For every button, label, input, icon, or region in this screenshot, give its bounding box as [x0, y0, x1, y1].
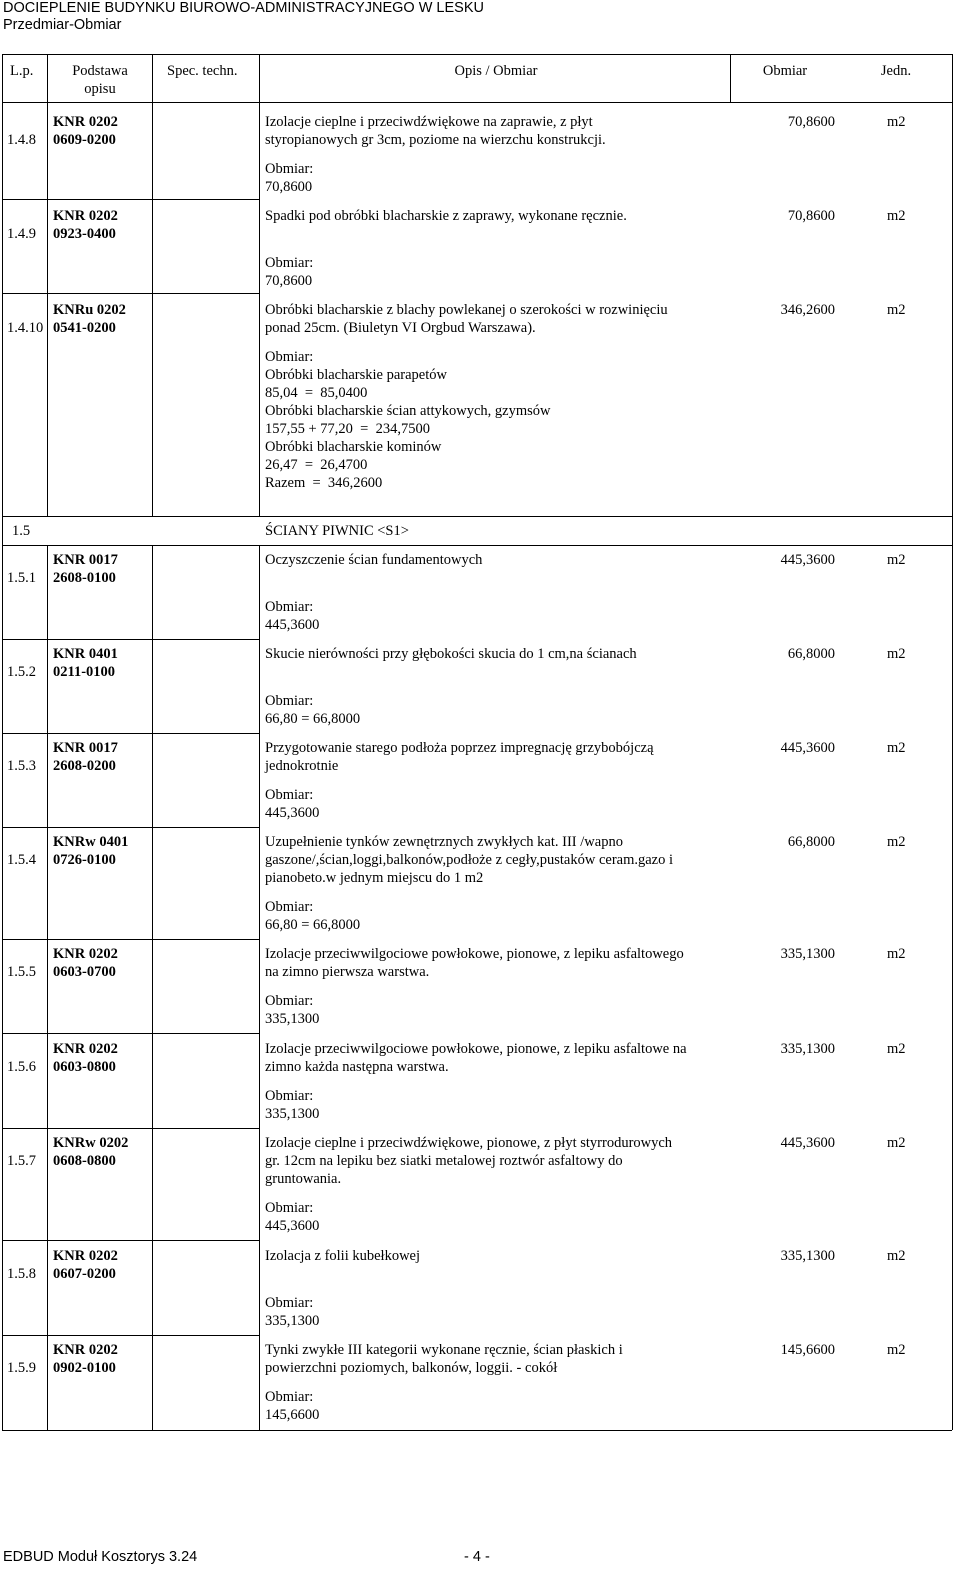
row-obmiar-line: Obróbki blacharskie kominów [265, 439, 442, 455]
row-obmiar-line: 335,1300 [265, 1106, 320, 1122]
row-description-line: zimno każda następna warstwa. [265, 1059, 449, 1075]
row-obmiar-line: 70,8600 [265, 273, 313, 289]
row-obmiar-label: Obmiar: [265, 787, 314, 803]
row-description-line: powierzchni poziomych, balkonów, loggii. - cokół [265, 1360, 558, 1376]
row-description-line: gruntowania. [265, 1171, 342, 1187]
grid-line-horizontal [2, 545, 952, 546]
row-description-line: Obróbki blacharskie z blachy powlekanej o szerokości w rozwinięciu [265, 302, 668, 318]
row-code-position: 2608-0100 [53, 570, 116, 586]
row-obmiar-line: 70,8600 [265, 179, 313, 195]
col-header-opis: Opis / Obmiar [454, 63, 538, 79]
grid-line-horizontal [2, 1335, 259, 1336]
grid-line-horizontal [2, 1430, 952, 1431]
row-description-line: gaszone/,ścian,loggi,balkonów,podłoże z cegły,pustaków ceram.gazo i [265, 852, 674, 868]
row-obmiar-line: 66,80 = 66,8000 [265, 711, 361, 727]
row-obmiar-label: Obmiar: [265, 899, 314, 915]
row-code-catalog: KNR 0202 [53, 114, 118, 130]
row-quantity: 445,3600 [780, 1135, 835, 1151]
row-unit: m2 [887, 946, 906, 962]
row-code-position: 0607-0200 [53, 1266, 116, 1282]
row-quantity: 66,8000 [787, 834, 835, 850]
row-code-catalog: KNRu 0202 [53, 302, 126, 318]
grid-line-horizontal [2, 1240, 259, 1241]
row-obmiar-label: Obmiar: [265, 1389, 314, 1405]
grid-line-vertical [152, 54, 153, 516]
row-description-line: Przygotowanie starego podłoża poprzez impregnację grzybobójczą [265, 740, 654, 756]
row-lp: 1.5.2 [7, 664, 36, 680]
row-description-line: Izolacje cieplne i przeciwdźwiękowe, pionowe, z płyt styrrodurowych [265, 1135, 673, 1151]
row-code-position: 0603-0700 [53, 964, 116, 980]
row-description-line: Spadki pod obróbki blacharskie z zaprawy, wykonane ręcznie. [265, 208, 627, 224]
row-quantity: 335,1300 [780, 946, 835, 962]
grid-line-horizontal [2, 199, 259, 200]
row-code-catalog: KNR 0202 [53, 1248, 118, 1264]
document-subtitle: Przedmiar-Obmiar [3, 17, 122, 33]
row-description-line: ponad 25cm. (Biuletyn VI Orgbud Warszawa). [265, 320, 536, 336]
row-lp: 1.5.9 [7, 1360, 36, 1376]
row-unit: m2 [887, 302, 906, 318]
row-lp: 1.5.5 [7, 964, 36, 980]
row-unit: m2 [887, 1135, 906, 1151]
grid-line-horizontal [2, 639, 259, 640]
row-description-line: Izolacje przeciwwilgociowe powłokowe, pionowe, z lepiku asfaltowego [265, 946, 684, 962]
row-obmiar-label: Obmiar: [265, 599, 314, 615]
grid-line-vertical [2, 516, 3, 545]
row-obmiar-label: Obmiar: [265, 1088, 314, 1104]
row-code-catalog: KNR 0017 [53, 552, 118, 568]
row-lp: 1.5.1 [7, 570, 36, 586]
row-obmiar-line: 335,1300 [265, 1313, 320, 1329]
row-unit: m2 [887, 1248, 906, 1264]
row-code-catalog: KNR 0202 [53, 1342, 118, 1358]
row-code-position: 0923-0400 [53, 226, 116, 242]
row-obmiar-line: 26,47 = 26,4700 [265, 457, 368, 473]
row-description-line: Tynki zwykłe III kategorii wykonane ręcznie, ścian płaskich i [265, 1342, 623, 1358]
row-obmiar-line: Razem = 346,2600 [265, 475, 383, 491]
document-title: DOCIEPLENIE BUDYNKU BIUROWO-ADMINISTRACYJNEGO W LESKU [3, 0, 484, 16]
row-code-catalog: KNR 0017 [53, 740, 118, 756]
grid-line-horizontal [2, 733, 259, 734]
row-obmiar-label: Obmiar: [265, 993, 314, 1009]
row-unit: m2 [887, 646, 906, 662]
grid-line-horizontal [2, 102, 952, 103]
row-obmiar-line: 445,3600 [265, 1218, 320, 1234]
row-quantity: 335,1300 [780, 1248, 835, 1264]
row-description-line: styropianowych gr 3cm, poziome na wierzchu konstrukcji. [265, 132, 606, 148]
row-unit: m2 [887, 834, 906, 850]
row-unit: m2 [887, 552, 906, 568]
col-header-spec: Spec. techn. [167, 63, 238, 79]
row-obmiar-line: 85,04 = 85,0400 [265, 385, 368, 401]
grid-line-horizontal [2, 54, 952, 55]
row-code-position: 0211-0100 [53, 664, 116, 680]
grid-line-vertical [47, 54, 48, 516]
row-code-catalog: KNRw 0202 [53, 1135, 129, 1151]
row-lp: 1.4.9 [7, 226, 36, 242]
row-quantity: 70,8600 [787, 114, 835, 130]
row-code-position: 0603-0800 [53, 1059, 116, 1075]
grid-line-horizontal [2, 1128, 259, 1129]
row-code-position: 2608-0200 [53, 758, 116, 774]
row-code-catalog: KNRw 0401 [53, 834, 129, 850]
row-lp: 1.5.6 [7, 1059, 36, 1075]
row-lp: 1.5.7 [7, 1153, 36, 1169]
row-description-line: jednokrotnie [265, 758, 339, 774]
row-code-catalog: KNR 0202 [53, 946, 118, 962]
row-unit: m2 [887, 740, 906, 756]
grid-line-horizontal [2, 293, 259, 294]
row-obmiar-line: 335,1300 [265, 1011, 320, 1027]
row-quantity: 346,2600 [780, 302, 835, 318]
row-code-position: 0609-0200 [53, 132, 116, 148]
row-description-line: Oczyszczenie ścian fundamentowych [265, 552, 483, 568]
row-unit: m2 [887, 208, 906, 224]
row-quantity: 445,3600 [780, 552, 835, 568]
grid-line-horizontal [2, 1033, 259, 1034]
footer-software: EDBUD Moduł Kosztorys 3.24 [3, 1549, 198, 1565]
col-header-podstawa: Podstawa opisu [72, 63, 128, 97]
grid-line-vertical [259, 54, 260, 516]
row-description-line: Skucie nierówności przy głębokości skucia do 1 cm,na ścianach [265, 646, 637, 662]
row-obmiar-label: Obmiar: [265, 1200, 314, 1216]
row-code-position: 0902-0100 [53, 1360, 116, 1376]
row-lp: 1.5.8 [7, 1266, 36, 1282]
row-description-line: Izolacje przeciwwilgociowe powłokowe, pionowe, z lepiku asfaltowe na [265, 1041, 687, 1057]
grid-line-vertical [952, 54, 953, 516]
row-unit: m2 [887, 114, 906, 130]
grid-line-vertical [952, 545, 953, 1430]
row-quantity: 145,6600 [780, 1342, 835, 1358]
grid-line-horizontal [2, 516, 952, 517]
row-quantity: 335,1300 [780, 1041, 835, 1057]
col-header-jedn: Jedn. [880, 63, 912, 79]
row-description-line: Izolacje cieplne i przeciwdźwiękowe na zaprawie, z płyt [265, 114, 593, 130]
row-description-line: gr. 12cm na lepiku bez siatki metalowej roztwór asfaltowy do [265, 1153, 623, 1169]
grid-line-vertical [2, 54, 3, 516]
row-code-position: 0541-0200 [53, 320, 116, 336]
row-obmiar-label: Obmiar: [265, 693, 314, 709]
row-description-line: Uzupełnienie tynków zewnętrznych zwykłych kat. III /wapno [265, 834, 623, 850]
row-obmiar-line: Obróbki blacharskie ścian attykowych, gzymsów [265, 403, 551, 419]
row-description-line: Izolacja z folii kubełkowej [265, 1248, 421, 1264]
row-obmiar-line: 445,3600 [265, 617, 320, 633]
row-unit: m2 [887, 1041, 906, 1057]
section-title: ŚCIANY PIWNIC <S1> [265, 523, 409, 539]
row-quantity: 70,8600 [787, 208, 835, 224]
row-lp: 1.5.3 [7, 758, 36, 774]
grid-line-vertical [152, 545, 153, 1430]
row-obmiar-label: Obmiar: [265, 349, 314, 365]
row-code-catalog: KNR 0202 [53, 208, 118, 224]
row-code-catalog: KNR 0401 [53, 646, 118, 662]
row-quantity: 445,3600 [780, 740, 835, 756]
grid-line-vertical [47, 545, 48, 1430]
row-description-line: pianobeto.w jednym miejscu do 1 m2 [265, 870, 484, 886]
grid-line-vertical [259, 545, 260, 1430]
row-obmiar-line: 145,6600 [265, 1407, 320, 1423]
footer-page-number: - 4 - [464, 1549, 490, 1565]
row-lp: 1.4.8 [7, 132, 36, 148]
row-obmiar-label: Obmiar: [265, 161, 314, 177]
row-lp: 1.5.4 [7, 852, 36, 868]
row-code-catalog: KNR 0202 [53, 1041, 118, 1057]
grid-line-horizontal [2, 939, 259, 940]
grid-line-vertical [730, 54, 731, 102]
row-description-line: na zimno pierwsza warstwa. [265, 964, 430, 980]
section-number: 1.5 [12, 523, 31, 539]
col-header-obmiar: Obmiar [762, 63, 808, 79]
grid-line-horizontal [2, 827, 259, 828]
row-lp: 1.4.10 [7, 320, 44, 336]
row-obmiar-label: Obmiar: [265, 255, 314, 271]
row-obmiar-line: 66,80 = 66,8000 [265, 917, 361, 933]
row-obmiar-label: Obmiar: [265, 1295, 314, 1311]
col-header-lp: L.p. [10, 63, 34, 79]
grid-line-vertical [952, 516, 953, 545]
grid-line-vertical [2, 545, 3, 1430]
row-obmiar-line: Obróbki blacharskie parapetów [265, 367, 447, 383]
row-obmiar-line: 445,3600 [265, 805, 320, 821]
row-quantity: 66,8000 [787, 646, 835, 662]
row-code-position: 0608-0800 [53, 1153, 116, 1169]
row-unit: m2 [887, 1342, 906, 1358]
row-obmiar-line: 157,55 + 77,20 = 234,7500 [265, 421, 430, 437]
row-code-position: 0726-0100 [53, 852, 116, 868]
